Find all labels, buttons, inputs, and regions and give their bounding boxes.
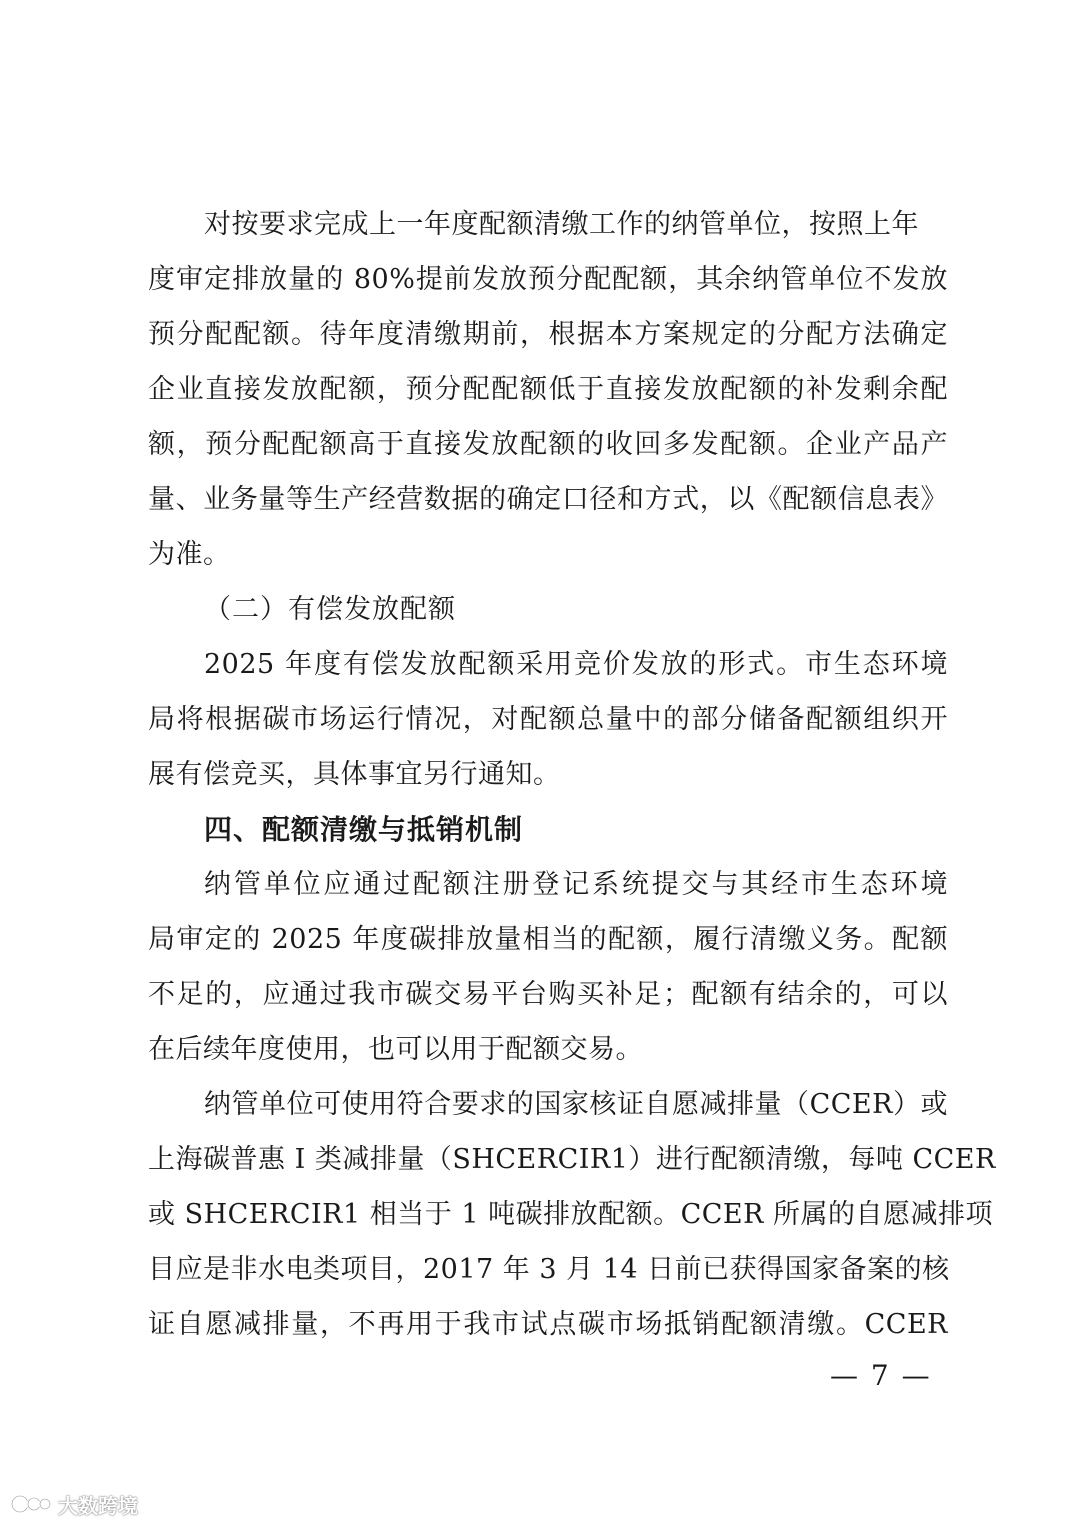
text-line: 为准。 [148,539,231,570]
page-number: — 7 — [830,1359,932,1392]
text-line: 纳管单位可使用符合要求的国家核证自愿减排量（CCER）或 [204,1089,948,1120]
text-line: 或 SHCERCIR1 相当于 1 吨碳排放配额。CCER 所属的自愿减排项 [148,1199,994,1230]
text-line: 对按要求完成上一年度配额清缴工作的纳管单位，按照上年 [204,209,919,240]
text-line: 展有偿竞买，具体事宜另行通知。 [148,759,561,790]
logo-icon [10,1492,52,1516]
text-line: 预分配配额。待年度清缴期前，根据本方案规定的分配方法确定 [148,319,948,350]
section-subheading: （二）有偿发放配额 [204,594,456,625]
text-line: 企业直接发放配额，预分配配额低于直接发放配额的补发剩余配 [148,374,948,405]
text-line: 证自愿减排量，不再用于我市试点碳市场抵销配额清缴。CCER [148,1309,948,1340]
section-heading: 四、配额清缴与抵销机制 [204,813,524,846]
text-line: 局将根据碳市场运行情况，对配额总量中的部分储备配额组织开 [148,704,948,735]
text-line: 不足的，应通过我市碳交易平台购买补足；配额有结余的，可以 [148,979,948,1010]
text-line: 额，预分配配额高于直接发放配额的收回多发配额。企业产品产 [148,429,948,460]
text-line: 局审定的 2025 年度碳排放量相当的配额，履行清缴义务。配额 [148,924,948,955]
text-line: 在后续年度使用，也可以用于配额交易。 [148,1034,643,1065]
text-line: 纳管单位应通过配额注册登记系统提交与其经市生态环境 [204,869,948,900]
text-line: 量、业务量等生产经营数据的确定口径和方式，以《配额信息表》 [148,484,948,515]
text-line: 目应是非水电类项目，2017 年 3 月 14 日前已获得国家备案的核 [148,1254,950,1285]
watermark [10,1489,138,1519]
text-line: 上海碳普惠 I 类减排量（SHCERCIR1）进行配额清缴，每吨 CCER [148,1144,996,1175]
watermark-text: 大数跨境 [58,1493,138,1518]
text-line: 度审定排放量的 80%提前发放预分配配额，其余纳管单位不发放 [148,264,948,295]
text-line: 2025 年度有偿发放配额采用竞价发放的形式。市生态环境 [204,649,948,680]
